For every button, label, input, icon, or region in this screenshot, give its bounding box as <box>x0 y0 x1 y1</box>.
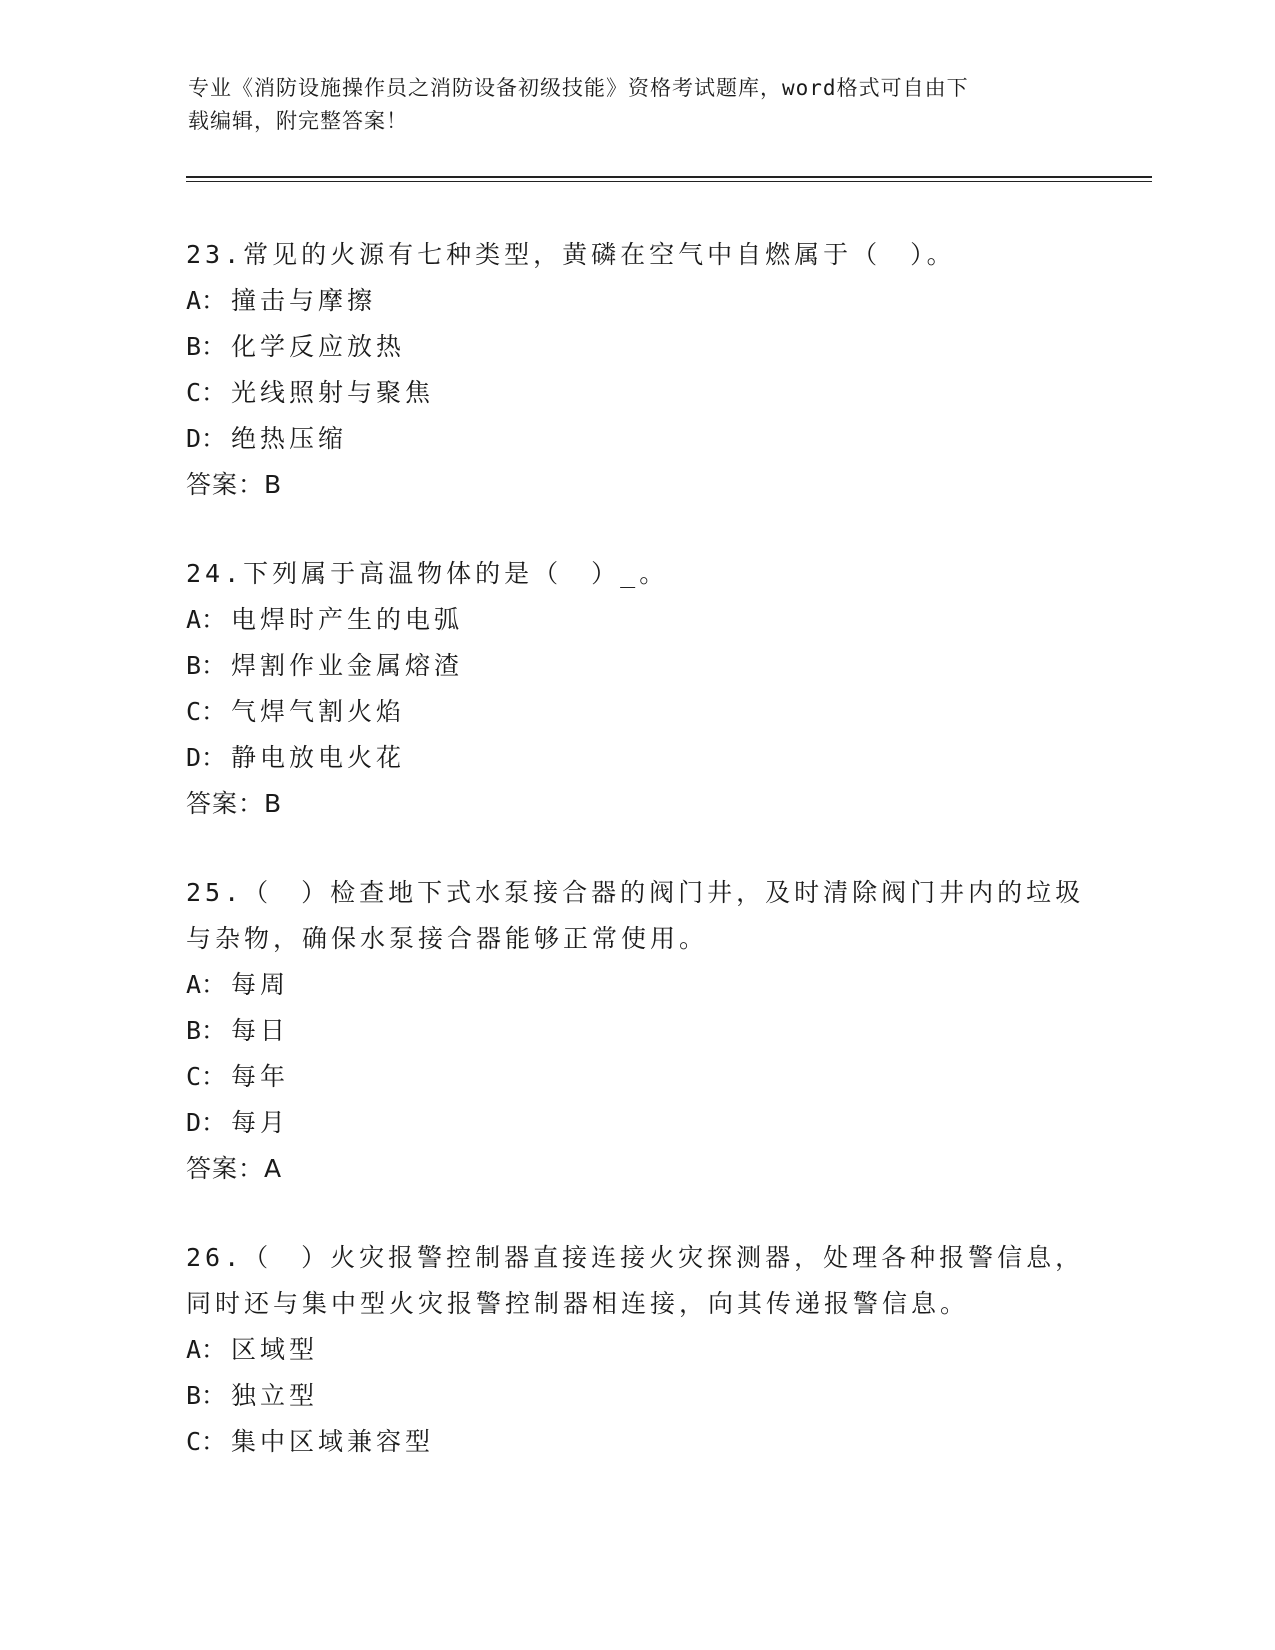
option-b <box>186 1373 1086 1419</box>
question-stem: 25.（ ）检查地下式水泵接合器的阀门井，及时清除阀门井内的垃圾与杂物，确保水泵接合器能够正常使用。 <box>186 878 1085 953</box>
option-text: 化学反应放热 <box>231 332 406 361</box>
option-letter: C： <box>186 378 227 407</box>
option-text: 独立型 <box>231 1381 319 1410</box>
document-header <box>188 72 1068 138</box>
question-list <box>186 232 1086 1508</box>
option-text: 气焊气割火焰 <box>231 697 406 726</box>
option-text: 集中区域兼容型 <box>231 1427 435 1456</box>
option-text: 焊割作业金属熔渣 <box>231 651 464 680</box>
option-b <box>186 643 1086 689</box>
option-text: 电焊时产生的电弧 <box>231 605 464 634</box>
header-divider-thin <box>186 181 1152 182</box>
question-25 <box>186 870 1086 1192</box>
option-letter: A： <box>186 970 227 999</box>
question-stem: 24.下列属于高温物体的是（ ）_。 <box>186 559 669 588</box>
answer-line: 答案：B <box>186 789 283 818</box>
option-letter: C： <box>186 1427 227 1456</box>
header-line-2: 载编辑，附完整答案！ <box>188 109 408 133</box>
option-d <box>186 735 1086 781</box>
answer-line: 答案：A <box>186 1154 283 1183</box>
option-c <box>186 370 1086 416</box>
option-letter: D： <box>186 1108 227 1137</box>
option-c <box>186 689 1086 735</box>
option-a <box>186 597 1086 643</box>
answer-line: 答案：B <box>186 470 283 499</box>
option-d <box>186 1100 1086 1146</box>
option-letter: A： <box>186 286 227 315</box>
option-c <box>186 1419 1086 1465</box>
option-letter: C： <box>186 697 227 726</box>
option-letter: A： <box>186 605 227 634</box>
option-text: 每周 <box>231 970 290 999</box>
option-a <box>186 962 1086 1008</box>
option-letter: D： <box>186 424 227 453</box>
option-letter: C： <box>186 1062 227 1091</box>
option-b <box>186 1008 1086 1054</box>
question-stem: 26.（ ）火灾报警控制器直接连接火灾探测器，处理各种报警信息，同时还与集中型火灾报警控制器相连接，向其传递报警信息。 <box>186 1243 1085 1318</box>
option-text: 绝热压缩 <box>231 424 348 453</box>
option-a <box>186 278 1086 324</box>
question-23 <box>186 232 1086 508</box>
option-letter: D： <box>186 743 227 772</box>
option-letter: B： <box>186 1016 227 1045</box>
option-b <box>186 324 1086 370</box>
header-divider-thick <box>186 176 1152 178</box>
option-text: 每月 <box>231 1108 290 1137</box>
option-text: 光线照射与聚焦 <box>231 378 435 407</box>
option-letter: A： <box>186 1335 227 1364</box>
option-letter: B： <box>186 332 227 361</box>
option-text: 撞击与摩擦 <box>231 286 377 315</box>
option-text: 区域型 <box>231 1335 319 1364</box>
question-24 <box>186 551 1086 827</box>
option-a <box>186 1327 1086 1373</box>
option-text: 每年 <box>231 1062 290 1091</box>
option-letter: B： <box>186 1381 227 1410</box>
option-c <box>186 1054 1086 1100</box>
option-letter: B： <box>186 651 227 680</box>
question-26 <box>186 1235 1086 1465</box>
option-text: 每日 <box>231 1016 290 1045</box>
option-text: 静电放电火花 <box>231 743 406 772</box>
question-stem: 23.常见的火源有七种类型，黄磷在空气中自燃属于（ ）。 <box>186 240 956 269</box>
option-d <box>186 416 1086 462</box>
header-line-1: 专业《消防设施操作员之消防设备初级技能》资格考试题库，word格式可自由下 <box>188 76 969 100</box>
